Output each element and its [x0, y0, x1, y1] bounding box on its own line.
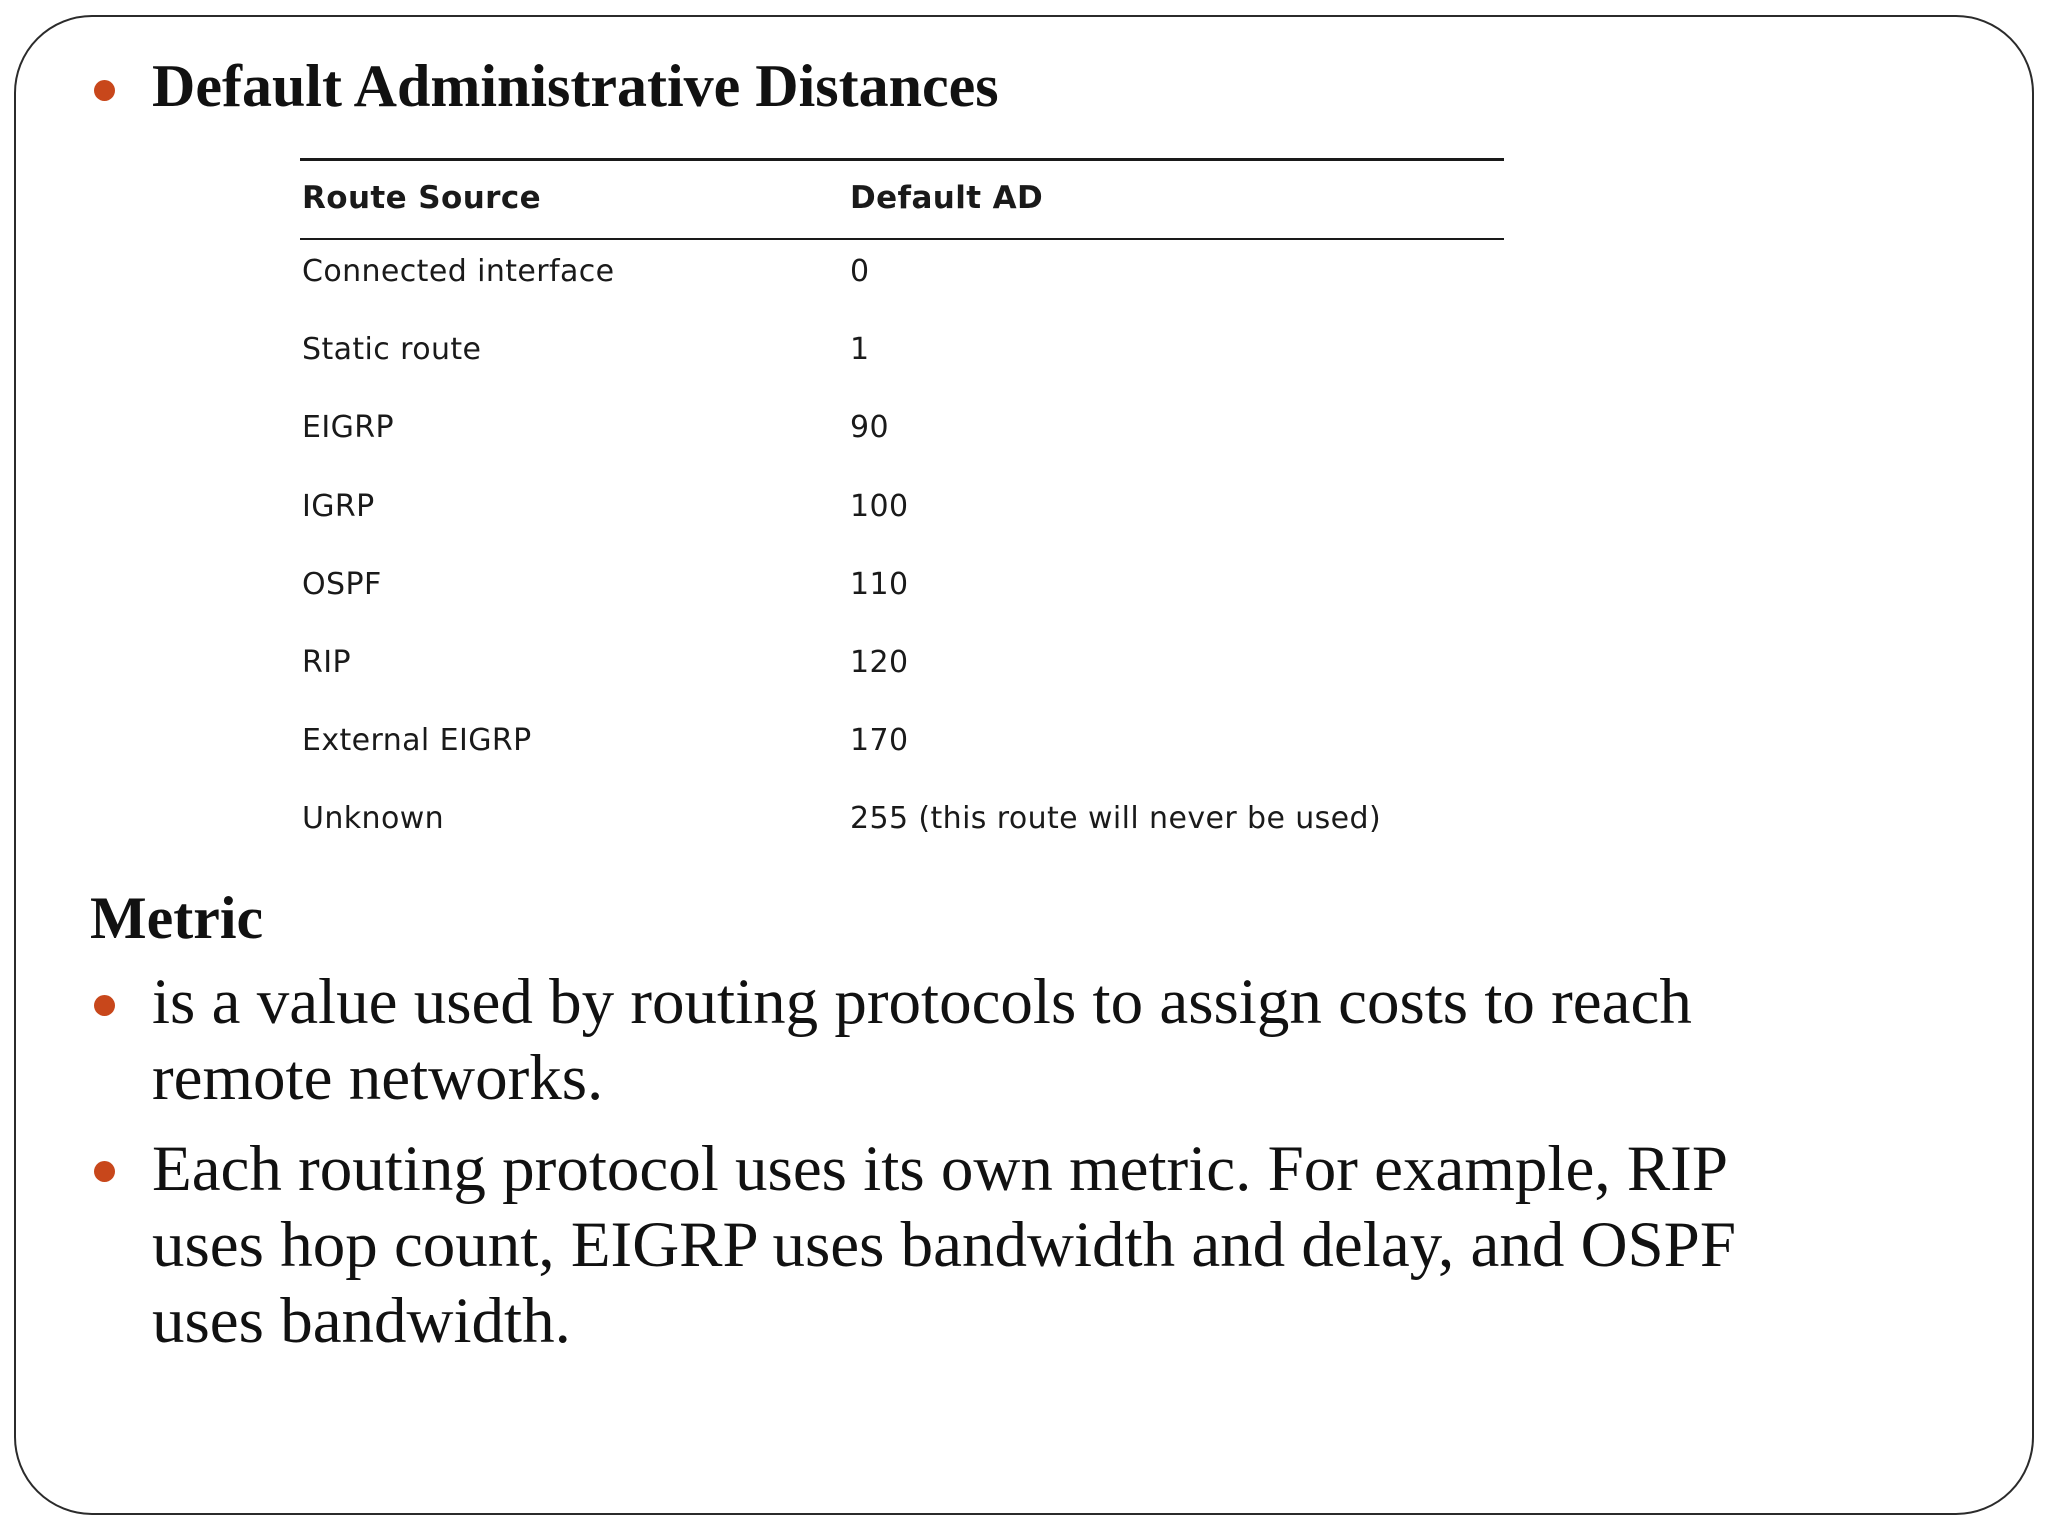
route-source-cell: External EIGRP [302, 723, 532, 758]
default-ad-cell: 120 [850, 645, 909, 680]
route-source-cell: RIP [302, 645, 351, 680]
default-ad-cell: 255 (this route will never be used) [850, 801, 1382, 836]
column-header-route-source: Route Source [302, 180, 542, 216]
table-row [300, 489, 1504, 529]
route-source-cell: EIGRP [302, 410, 394, 445]
table-row [300, 567, 1504, 607]
metric-definition-line-2: remote networks. [152, 1042, 604, 1114]
metric-example-line-1: Each routing protocol uses its own metric. For example, RIP [152, 1133, 1728, 1205]
default-ad-cell: 90 [850, 410, 889, 445]
route-source-cell: OSPF [302, 567, 382, 602]
route-source-cell: Unknown [302, 801, 445, 836]
metric-definition-line-1: is a value used by routing protocols to assign costs to reach [152, 966, 1692, 1038]
route-source-cell: Static route [302, 332, 482, 367]
metric-heading: Metric [90, 885, 264, 951]
default-ad-cell: 170 [850, 723, 909, 758]
table-header-row [300, 180, 1504, 220]
metric-example-line-2: uses hop count, EIGRP uses bandwidth and delay, and OSPF [152, 1209, 1736, 1281]
metric-bullet-icon [94, 1161, 115, 1182]
table-header-rule [300, 238, 1504, 240]
route-source-cell: Connected interface [302, 254, 615, 289]
default-ad-cell: 1 [850, 332, 870, 367]
slide-heading: Default Administrative Distances [152, 53, 999, 119]
table-row [300, 254, 1504, 294]
table-row [300, 645, 1504, 685]
table-row [300, 723, 1504, 763]
table-row [300, 332, 1504, 372]
column-header-default-ad: Default AD [850, 180, 1044, 216]
table-row [300, 410, 1504, 450]
default-ad-cell: 110 [850, 567, 909, 602]
table-top-rule [300, 158, 1504, 161]
heading-bullet-icon [94, 80, 115, 101]
metric-example-line-3: uses bandwidth. [152, 1285, 571, 1357]
route-source-cell: IGRP [302, 489, 375, 524]
default-ad-cell: 100 [850, 489, 909, 524]
table-row [300, 801, 1504, 841]
metric-bullet-icon [94, 995, 115, 1016]
default-ad-cell: 0 [850, 254, 870, 289]
